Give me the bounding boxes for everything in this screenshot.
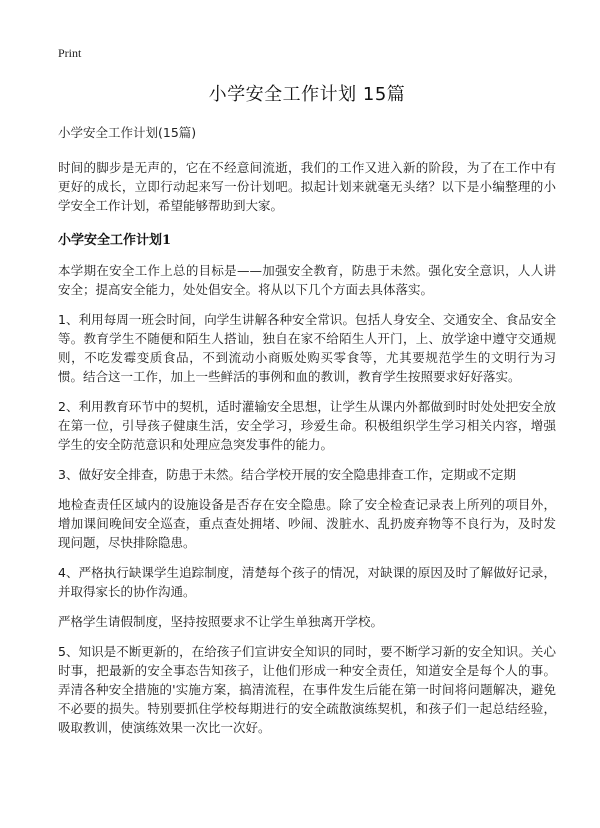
print-link[interactable]: Print xyxy=(58,46,82,60)
paragraph-goal: 本学期在安全工作上总的目标是——加强安全教育，防患于未然。强化安全意识，人人讲安全；提高安全能力，处处倡安全。将从以下几个方面去具体落实。 xyxy=(58,263,556,297)
document-subtitle: 小学安全工作计划(15篇) xyxy=(58,125,197,140)
intro-paragraph: 时间的脚步是无声的，它在不经意间流逝，我们的工作又进入新的阶段，为了在工作中有更好的成长，立即行动起来写一份计划吧。拟起计划来就毫无头绪？以下是小编整理的小学安全工作计划，希望能够帮助到大家。 xyxy=(58,160,556,213)
paragraph-item-3-continued: 地检查责任区域内的设施设备是否存在安全隐患。除了安全检查记录表上所列的项目外，增加课间晚间安全巡查，重点查处拥堵、吵闹、泼脏水、乱扔废弃物等不良行为，及时发现问题，尽快排除隐患。 xyxy=(58,497,556,550)
paragraph-item-3: 3、做好安全排查，防患于未然。结合学校开展的安全隐患排查工作，定期或不定期 xyxy=(58,467,516,482)
paragraph-item-5: 5、知识是不断更新的，在给孩子们宣讲安全知识的同时，要不断学习新的安全知识。关心时事，把最新的安全事态告知孩子，让他们形成一种安全责任，知道安全是每个人的事。弄清各种安全措施的'实施方案，搞清流程，在事件发生后能在第一时间将问题解决，避免不必要的损失。特别要抓住学校每期进行的安全疏散演练契机，和孩子们一起总结经验，吸取教训，使演练效果一次比一次好。 xyxy=(58,644,556,735)
paragraph-item-2: 2、利用教育环节中的契机，适时灌输安全思想，让学生从课内外都做到时时处处把安全放在第一位，引导孩子健康生活，安全学习，珍爱生命。积极组织学生学习相关内容，增强学生的安全防范意识和处理应急突发事件的能力。 xyxy=(58,399,556,452)
document-title: 小学安全工作计划 15篇 xyxy=(208,84,406,105)
section-heading: 小学安全工作计划1 xyxy=(58,233,172,248)
paragraph-leave-policy: 严格学生请假制度，坚持按照要求不让学生单独离开学校。 xyxy=(58,614,384,629)
paragraph-item-4: 4、严格执行缺课学生追踪制度，清楚每个孩子的情况，对缺课的原因及时了解做好记录，并取得家长的协作沟通。 xyxy=(58,565,556,599)
paragraph-item-1: 1、利用每周一班会时间，向学生讲解各种安全常识。包括人身安全、交通安全、食品安全等。教育学生不随便和陌生人搭讪，独自在家不给陌生人开门，上、放学途中遵守交通规则，不吃发霉变质食品，不到流动小商贩处购买零食等，尤其要规范学生的文明行为习惯。结合这一工作，加上一些鲜活的事例和血的教训，教育学生按照要求好好落实。 xyxy=(58,312,556,384)
